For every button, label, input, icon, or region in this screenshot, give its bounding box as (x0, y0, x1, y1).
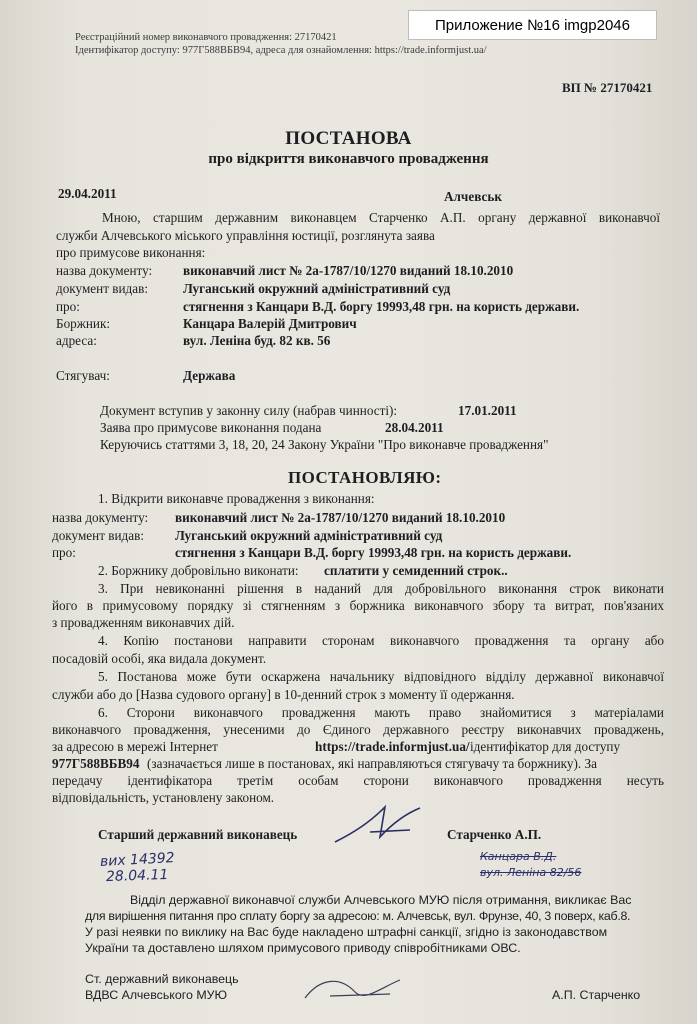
access-code: 977Г588ВБВ94 (52, 756, 140, 771)
registry-url: https://trade.informjust.ua/ (315, 739, 470, 754)
footer-signer-name: А.П. Старченко (552, 988, 641, 1002)
decision-field-label: документ видав: (52, 528, 144, 543)
document-subtitle: про відкриття виконавчого провадження (208, 151, 489, 167)
decision-item-6-line-3a: за адресою в мережі Інтернет (52, 739, 218, 754)
field-value: Канцара Валерій Дмитрович (183, 316, 357, 331)
footer-signer-role: Ст. державний виконавець (85, 972, 239, 986)
decision-heading: ПОСТАНОВЛЯЮ: (288, 468, 442, 487)
handwritten-date: 28.04.11 (105, 866, 169, 886)
decision-item-2-value: сплатити у семиденний строк.. (324, 563, 508, 578)
decision-item-2-label: 2. Боржнику добровільно виконати: (98, 563, 299, 578)
intro-line-1: Мною, старшим державним виконавцем Старченко А.П. органу державної виконавчої (102, 210, 660, 225)
intro-line-3: про примусове виконання: (56, 245, 206, 260)
decision-item-4-line-1: 4. Копію постанови направити сторонам виконавчого провадження та органу або (98, 633, 664, 648)
intro-line-2: служби Алчевського міського управління юстиції, розглянута заява (56, 228, 435, 243)
field-value: Луганський окружний адміністративний суд (183, 281, 451, 296)
decision-item-4-line-2: посадовій особі, яка видала документ. (52, 651, 267, 666)
force-label: Документ вступив у законну силу (набрав чинності): (100, 403, 398, 418)
field-label: Боржник: (56, 316, 111, 331)
submitted-date: 28.04.2011 (385, 420, 444, 435)
field-label: про: (56, 299, 80, 314)
handwritten-debtor-address: вул. Леніна 82/56 (480, 866, 582, 879)
footer-signature-scribble (300, 968, 420, 1008)
decision-item-6-line-2: виконавчого провадження, унесеними до Єдиного державного реєстру виконавчих проваджень, (52, 722, 664, 737)
decision-item-3-line-3: з провадженням виконавчих дій. (52, 615, 235, 630)
decision-item-3-line-2: його в примусовому порядку зі стягненням з боржника виконавчого збору та витрат, пов'язаних (52, 598, 664, 613)
document-title: ПОСТАНОВА (285, 128, 412, 149)
force-date: 17.01.2011 (458, 403, 517, 418)
decision-item-6-line-6: відповідальність, установлену законом. (52, 790, 275, 805)
field-label: Стягувач: (56, 368, 110, 383)
submitted-label: Заява про примусове виконання подана (100, 420, 322, 435)
signature-scribble (330, 802, 440, 852)
decision-field-value: стягнення з Канцари В.Д. боргу 19993,48 грн. на користь держави. (175, 545, 572, 560)
decision-field-label: назва документу: (52, 510, 149, 525)
field-label: адреса: (56, 333, 97, 348)
handwritten-outgoing-number: вих 14392 (99, 850, 175, 870)
decision-item-5-line-2: служби або до [Назва судового органу] в 10-денний строк з моменту її одержання. (52, 687, 515, 702)
field-value: Держава (183, 368, 236, 383)
attachment-label: Приложение №16 imgp2046 (408, 10, 657, 40)
case-number: ВП № 27170421 (562, 80, 653, 95)
decision-item-1: 1. Відкрити виконавче провадження з виконання: (98, 491, 375, 506)
decision-field-label: про: (52, 545, 76, 560)
decision-item-3-line-1: 3. При невиконанні рішення в наданий для добровільного виконання строк виконати (98, 581, 664, 596)
decision-item-6-line-5: передачу ідентифікатора третім особам сторони виконавчого провадження несуть (52, 773, 664, 788)
decision-item-6-line-3c: ідентифікатор для доступу (470, 739, 621, 754)
access-identifier: Ідентифікатор доступу: 977Г588ВБВ94, адреса для ознайомлення: https://trade.informjust.ua/ (75, 45, 487, 56)
field-value: виконавчий лист № 2а-1787/10/1270 виданий 18.10.2010 (183, 263, 514, 278)
signer-role: Старший державний виконавець (98, 827, 298, 842)
decision-field-value: виконавчий лист № 2а-1787/10/1270 виданий 18.10.2010 (175, 510, 506, 525)
field-label: документ видав: (56, 281, 148, 296)
field-value: вул. Леніна буд. 82 кв. 56 (183, 333, 331, 348)
decision-field-value: Луганський окружний адміністративний суд (175, 528, 443, 543)
signer-name: Старченко А.П. (447, 827, 542, 842)
footer-line-4: України та доставлено шляхом примусового приводу співробітниками ОВС. (85, 941, 521, 955)
footer-signer-department: ВДВС Алчевського МУЮ (85, 988, 228, 1002)
document-city: Алчевськ (444, 189, 502, 204)
field-value: стягнення з Канцари В.Д. боргу 19993,48 грн. на користь держави. (183, 299, 580, 314)
footer-line-2: для вирішення питання про сплату боргу за адресою: м. Алчевськ, вул. Фрунзе, 40, 3 поверх, каб.8. (85, 909, 631, 923)
registration-number: Реєстраційний номер виконавчого провадження: 27170421 (75, 32, 337, 43)
decision-item-6-line-4b: (зазначається лише в постановах, які направляються стягувачу та боржнику). За (147, 756, 597, 771)
legal-basis: Керуючись статтями 3, 18, 20, 24 Закону України "Про виконавче провадження" (100, 437, 549, 452)
document-date: 29.04.2011 (58, 186, 117, 201)
field-label: назва документу: (56, 263, 153, 278)
handwritten-debtor-name: Канцара В.Д. (480, 850, 557, 863)
footer-line-3: У разі неявки по виклику на Вас буде накладено штрафні санкції, згідно із законодавством (85, 925, 608, 939)
decision-item-6-line-1: 6. Сторони виконавчого провадження мають право знайомитися з матеріалами (98, 705, 664, 720)
decision-item-5-line-1: 5. Постанова може бути оскаржена начальнику відповідного відділу державної виконавчої (98, 669, 664, 684)
footer-line-1: Відділ державної виконавчої служби Алчевського МУЮ після отримання, викликає Вас (130, 893, 632, 907)
